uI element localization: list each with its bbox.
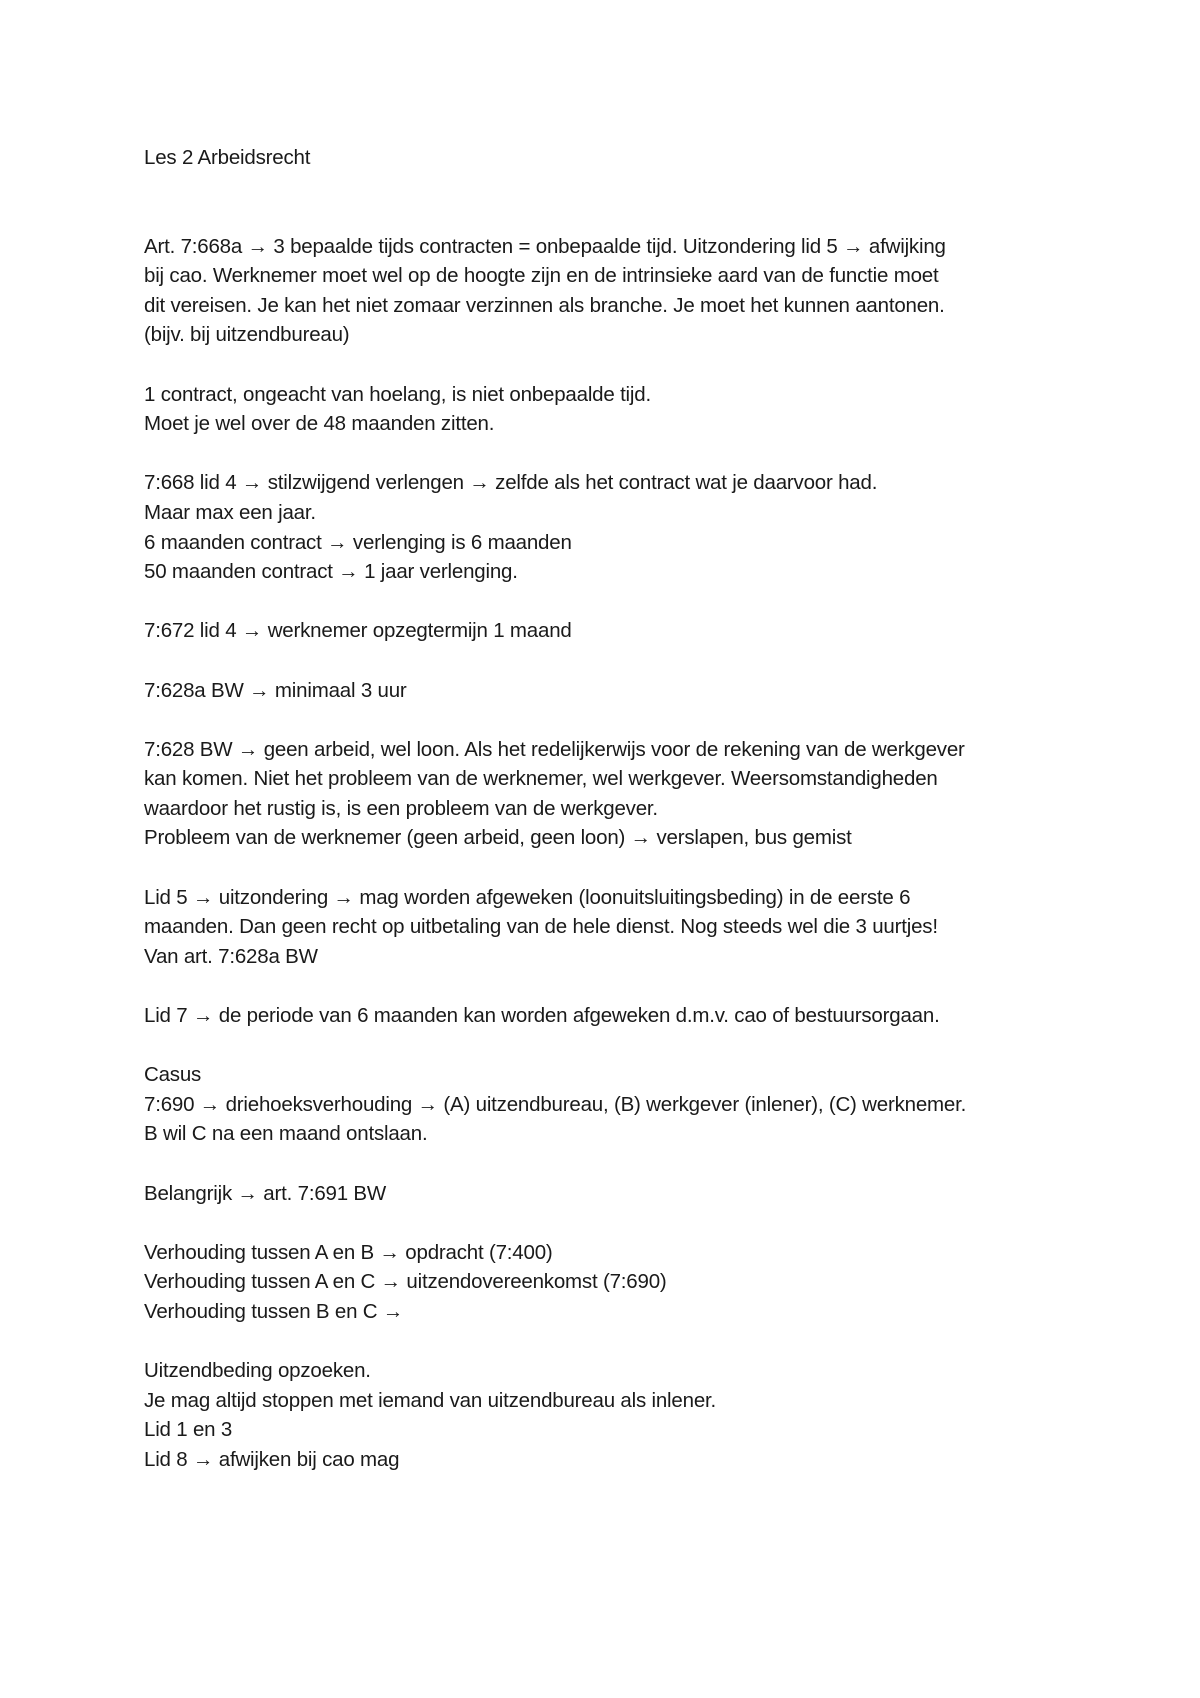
text-line: 7:628 BW → geen arbeid, wel loon. Als het redelijkerwijs voor de rekening van de werkgever (144, 737, 965, 761)
paragraph-art-7-672 (144, 616, 1084, 646)
paragraph-art-7-668-lid-4 (144, 468, 1084, 586)
text-line: B wil C na een maand ontslaan. (144, 1122, 428, 1146)
text-line: kan komen. Niet het probleem van de werknemer, wel werkgever. Weersomstandigheden (144, 767, 938, 791)
paragraph-art-7-628a (144, 676, 1084, 706)
text-line: 7:672 lid 4 → werknemer opzegtermijn 1 maand (144, 619, 572, 643)
spacer (144, 971, 1084, 1001)
text-line: 6 maanden contract → verlenging is 6 maanden (144, 530, 572, 554)
text-line: Moet je wel over de 48 maanden zitten. (144, 412, 495, 436)
paragraph-lid-5 (144, 883, 1084, 972)
text-line: Casus (144, 1063, 202, 1087)
spacer (144, 853, 1084, 883)
paragraph-casus (144, 1060, 1084, 1149)
text-line: Belangrijk → art. 7:691 BW (144, 1181, 387, 1205)
spacer (144, 1208, 1084, 1238)
text-line: Van art. 7:628a BW (144, 944, 318, 968)
text-line: Art. 7:668a → 3 bepaalde tijds contracten = onbepaalde tijd. Uitzondering lid 5 → afwijking (144, 234, 946, 258)
spacer (144, 705, 1084, 735)
text-line: 1 contract, ongeacht van hoelang, is niet onbepaalde tijd. (144, 382, 651, 406)
paragraph-lid-7 (144, 1001, 1084, 1031)
text-line: Lid 5 → uitzondering → mag worden afgeweken (loonuitsluitingsbeding) in de eerste 6 (144, 885, 911, 909)
text-line: bij cao. Werknemer moet wel op de hoogte zijn en de intrinsieke aard van de functie moet (144, 264, 939, 288)
document-title: Les 2 Arbeidsrecht (144, 146, 311, 169)
spacer (144, 350, 1084, 380)
text-line: 7:628a BW → minimaal 3 uur (144, 678, 407, 702)
text-line: Lid 8 → afwijken bij cao mag (144, 1447, 400, 1471)
text-line: Probleem van de werknemer (geen arbeid, geen loon) → verslapen, bus gemist (144, 826, 852, 850)
text-line: dit vereisen. Je kan het niet zomaar verzinnen als branche. Je moet het kunnen aantonen. (144, 293, 945, 317)
text-line: Verhouding tussen B en C → (144, 1299, 404, 1323)
spacer (144, 1149, 1084, 1179)
paragraph-art-7-668a (144, 232, 1084, 350)
text-line: Lid 7 → de periode van 6 maanden kan worden afgeweken d.m.v. cao of bestuursorgaan. (144, 1004, 940, 1028)
text-line: Verhouding tussen A en B → opdracht (7:400) (144, 1240, 553, 1264)
spacer (144, 173, 1084, 232)
text-line: 7:668 lid 4 → stilzwijgend verlengen → zelfde als het contract wat je daarvoor had. (144, 471, 878, 495)
text-line: (bijv. bij uitzendbureau) (144, 323, 350, 347)
text-line: Uitzendbeding opzoeken. (144, 1359, 371, 1383)
paragraph-art-7-628 (144, 735, 1084, 853)
spacer (144, 1327, 1084, 1357)
text-line: Maar max een jaar. (144, 500, 316, 524)
text-line: waardoor het rustig is, is een probleem van de werkgever. (144, 796, 658, 820)
text-line: maanden. Dan geen recht op uitbetaling van de hele dienst. Nog steeds wel die 3 uurtjes! (144, 915, 938, 939)
spacer (144, 646, 1084, 676)
paragraph-belangrijk (144, 1179, 1084, 1209)
paragraph-uitzendbeding (144, 1356, 1084, 1474)
text-line: 50 maanden contract → 1 jaar verlenging. (144, 560, 518, 584)
document-body (144, 143, 1084, 1475)
paragraph-one-contract (144, 380, 1084, 439)
text-line: 7:690 → driehoeksverhouding → (A) uitzendbureau, (B) werkgever (inlener), (C) werknemer. (144, 1092, 967, 1116)
paragraph-verhoudingen (144, 1238, 1084, 1327)
spacer (144, 1031, 1084, 1061)
spacer (144, 439, 1084, 469)
text-line: Verhouding tussen A en C → uitzendovereenkomst (7:690) (144, 1270, 667, 1294)
spacer (144, 587, 1084, 617)
text-line: Lid 1 en 3 (144, 1418, 233, 1442)
text-line: Je mag altijd stoppen met iemand van uitzendbureau als inlener. (144, 1388, 717, 1412)
